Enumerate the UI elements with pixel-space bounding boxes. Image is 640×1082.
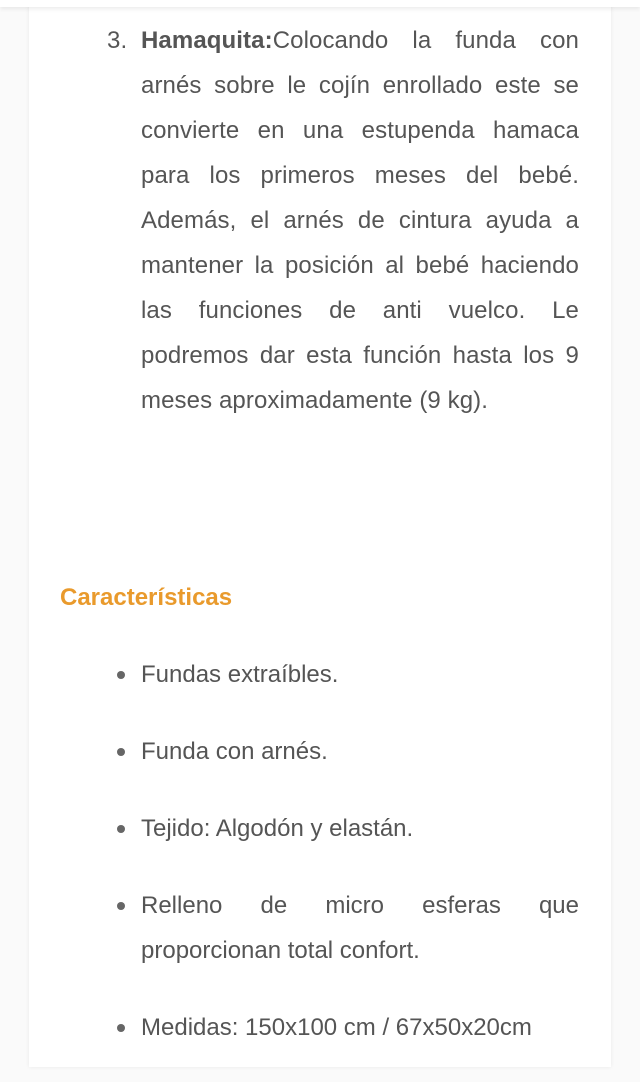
bullet-icon <box>117 671 125 679</box>
bullet-icon <box>117 748 125 756</box>
bullet-icon <box>117 825 125 833</box>
feature-text: Relleno de micro esferas que proporcionan total confort. <box>141 892 579 964</box>
step-number: 3. <box>107 27 128 54</box>
step-title: Hamaquita: <box>141 27 273 54</box>
feature-item <box>141 1005 579 1050</box>
usage-steps-list <box>107 18 579 423</box>
feature-text: Funda con arnés. <box>141 738 328 765</box>
feature-text: Tejido: Algodón y elastán. <box>141 815 414 842</box>
bullet-icon <box>117 1024 125 1032</box>
feature-item <box>141 729 579 774</box>
feature-text: Fundas extraíbles. <box>141 661 339 688</box>
step-item-hamaquita <box>107 18 579 423</box>
top-bar <box>0 0 640 7</box>
characteristics-list <box>141 652 579 1082</box>
feature-text: Medidas: 150x100 cm / 67x50x20cm <box>141 1014 532 1041</box>
feature-item <box>141 883 579 973</box>
step-text: Colocando la funda con arnés sobre le cojín enrollado este se convierte en una estupenda hamaca para los primeros meses del bebé. Además, el arnés de cintura ayuda a mantener la posición al bebé haciendo las funciones de anti vuelco. Le podremos dar esta función hasta los 9 meses aproximadamente (9 kg). <box>141 27 579 414</box>
characteristics-heading: Características <box>60 584 233 611</box>
feature-item <box>141 806 579 851</box>
feature-item <box>141 652 579 697</box>
bullet-icon <box>117 902 125 910</box>
